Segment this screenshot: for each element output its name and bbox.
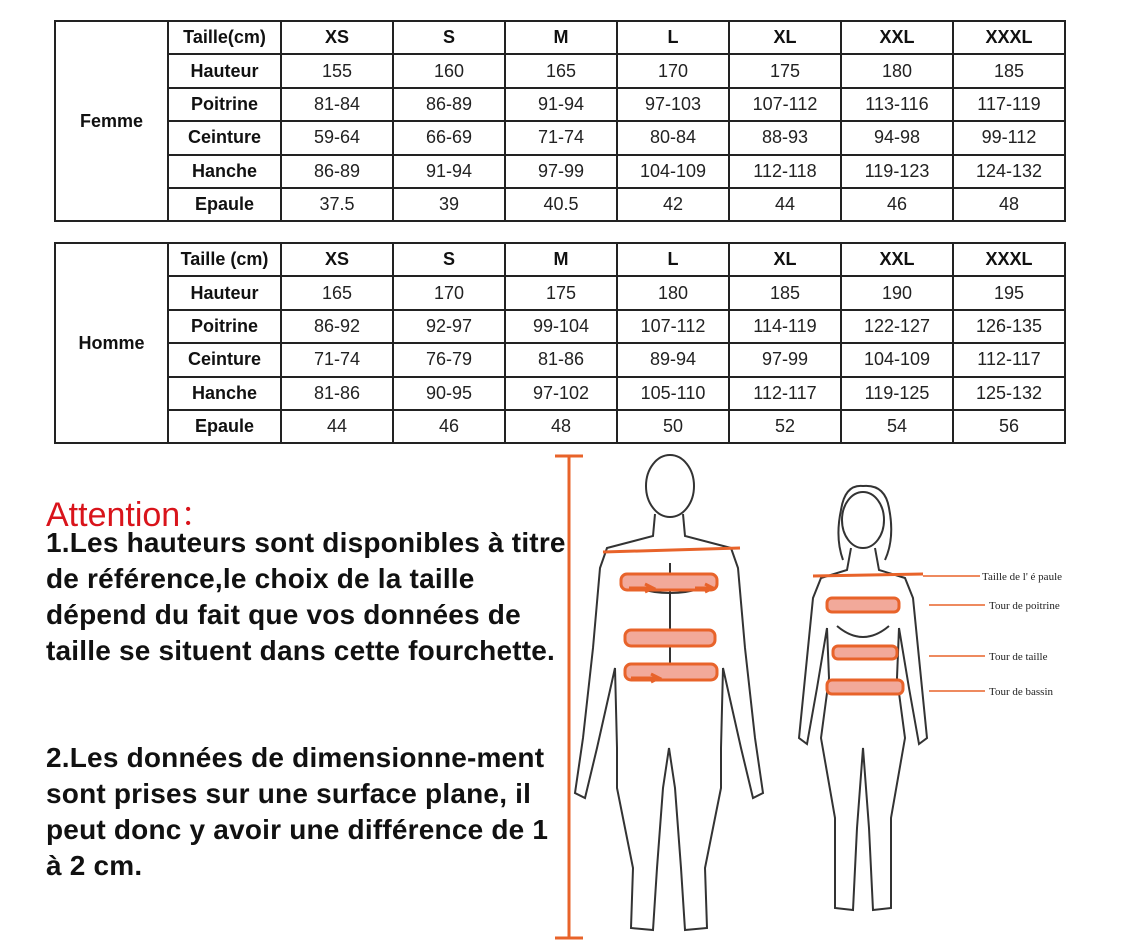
row-label: Ceinture bbox=[168, 343, 281, 376]
row-label: Epaule bbox=[168, 410, 281, 443]
size-table-femme bbox=[54, 20, 1066, 222]
table-cell: 86-89 bbox=[393, 88, 505, 121]
table-cell: 40.5 bbox=[505, 188, 617, 221]
table-cell: 91-94 bbox=[393, 155, 505, 188]
table-row bbox=[55, 410, 1065, 443]
table-row bbox=[55, 54, 1065, 87]
table-cell: 185 bbox=[729, 276, 841, 309]
size-header: M bbox=[505, 21, 617, 54]
table-cell: 99-104 bbox=[505, 310, 617, 343]
size-header: S bbox=[393, 243, 505, 276]
size-header: XXXL bbox=[953, 243, 1065, 276]
table-cell: 59-64 bbox=[281, 121, 393, 154]
table-cell: 52 bbox=[729, 410, 841, 443]
size-header: S bbox=[393, 21, 505, 54]
male-silhouette bbox=[575, 455, 763, 930]
label-waist: Tour de taille bbox=[989, 651, 1048, 663]
table-cell: 86-89 bbox=[281, 155, 393, 188]
table-cell: 81-86 bbox=[505, 343, 617, 376]
table-row bbox=[55, 121, 1065, 154]
table-cell: 126-135 bbox=[953, 310, 1065, 343]
table-cell: 104-109 bbox=[617, 155, 729, 188]
group-label: Femme bbox=[55, 21, 168, 221]
table-cell: 170 bbox=[617, 54, 729, 87]
table-cell: 46 bbox=[841, 188, 953, 221]
table-cell: 125-132 bbox=[953, 377, 1065, 410]
header-label: Taille(cm) bbox=[168, 21, 281, 54]
table-cell: 180 bbox=[617, 276, 729, 309]
row-label: Epaule bbox=[168, 188, 281, 221]
table-cell: 175 bbox=[729, 54, 841, 87]
table-cell: 90-95 bbox=[393, 377, 505, 410]
table-cell: 97-99 bbox=[505, 155, 617, 188]
table-cell: 37.5 bbox=[281, 188, 393, 221]
label-leaders bbox=[923, 576, 985, 691]
table-cell: 107-112 bbox=[617, 310, 729, 343]
table-cell: 190 bbox=[841, 276, 953, 309]
table-cell: 66-69 bbox=[393, 121, 505, 154]
table-cell: 71-74 bbox=[281, 343, 393, 376]
table-cell: 124-132 bbox=[953, 155, 1065, 188]
table-cell: 97-103 bbox=[617, 88, 729, 121]
table-cell: 54 bbox=[841, 410, 953, 443]
table-header-row bbox=[55, 21, 1065, 54]
size-header: L bbox=[617, 243, 729, 276]
table-cell: 71-74 bbox=[505, 121, 617, 154]
table-cell: 99-112 bbox=[953, 121, 1065, 154]
table-header-row bbox=[55, 243, 1065, 276]
size-header: XXL bbox=[841, 243, 953, 276]
size-header: L bbox=[617, 21, 729, 54]
table-cell: 155 bbox=[281, 54, 393, 87]
row-label: Ceinture bbox=[168, 121, 281, 154]
table-cell: 56 bbox=[953, 410, 1065, 443]
table-cell: 46 bbox=[393, 410, 505, 443]
table-cell: 39 bbox=[393, 188, 505, 221]
table-cell: 112-117 bbox=[953, 343, 1065, 376]
size-header: XXL bbox=[841, 21, 953, 54]
group-label: Homme bbox=[55, 243, 168, 443]
table-cell: 81-86 bbox=[281, 377, 393, 410]
table-cell: 170 bbox=[393, 276, 505, 309]
table-cell: 165 bbox=[505, 54, 617, 87]
table-cell: 44 bbox=[281, 410, 393, 443]
table-cell: 122-127 bbox=[841, 310, 953, 343]
table-cell: 112-117 bbox=[729, 377, 841, 410]
table-cell: 48 bbox=[505, 410, 617, 443]
table-row bbox=[55, 88, 1065, 121]
table-cell: 89-94 bbox=[617, 343, 729, 376]
row-label: Poitrine bbox=[168, 88, 281, 121]
table-row bbox=[55, 310, 1065, 343]
table-cell: 114-119 bbox=[729, 310, 841, 343]
table-cell: 42 bbox=[617, 188, 729, 221]
table-cell: 94-98 bbox=[841, 121, 953, 154]
table-cell: 160 bbox=[393, 54, 505, 87]
body-measurement-figure bbox=[545, 448, 1105, 943]
male-measure-bands bbox=[603, 548, 740, 682]
table-row bbox=[55, 343, 1065, 376]
height-ruler bbox=[555, 456, 583, 938]
table-row bbox=[55, 276, 1065, 309]
size-header: XS bbox=[281, 243, 393, 276]
table-cell: 91-94 bbox=[505, 88, 617, 121]
label-chest: Tour de poitrine bbox=[989, 600, 1060, 612]
table-row bbox=[55, 188, 1065, 221]
note-1: 1.Les hauteurs sont disponibles à titre de référence,le choix de la taille dépend du fait que vos données de taille se situent dans cette fourchette. bbox=[46, 527, 566, 666]
table-cell: 195 bbox=[953, 276, 1065, 309]
table-row bbox=[55, 377, 1065, 410]
table-cell: 44 bbox=[729, 188, 841, 221]
size-table-homme bbox=[54, 242, 1066, 444]
attention-title: Attention： bbox=[46, 496, 215, 534]
note-2: 2.Les données de dimensionne-ment sont prises sur une surface plane, il peut donc y avoir une différence de 1 à 2 cm. bbox=[46, 742, 549, 881]
female-silhouette bbox=[799, 486, 927, 910]
label-shoulder: Taille de l' é paule bbox=[982, 571, 1063, 583]
table-cell: 113-116 bbox=[841, 88, 953, 121]
row-label: Hanche bbox=[168, 377, 281, 410]
size-header: XL bbox=[729, 243, 841, 276]
table-cell: 50 bbox=[617, 410, 729, 443]
table-cell: 48 bbox=[953, 188, 1065, 221]
size-header: XL bbox=[729, 21, 841, 54]
table-cell: 119-125 bbox=[841, 377, 953, 410]
table-cell: 165 bbox=[281, 276, 393, 309]
size-header: XXXL bbox=[953, 21, 1065, 54]
table-cell: 92-97 bbox=[393, 310, 505, 343]
table-cell: 112-118 bbox=[729, 155, 841, 188]
table-cell: 80-84 bbox=[617, 121, 729, 154]
table-cell: 180 bbox=[841, 54, 953, 87]
table-row bbox=[55, 155, 1065, 188]
table-cell: 185 bbox=[953, 54, 1065, 87]
table-cell: 104-109 bbox=[841, 343, 953, 376]
table-cell: 97-102 bbox=[505, 377, 617, 410]
row-label: Hanche bbox=[168, 155, 281, 188]
table-cell: 86-92 bbox=[281, 310, 393, 343]
table-cell: 97-99 bbox=[729, 343, 841, 376]
label-hip: Tour de bassin bbox=[989, 686, 1053, 698]
table-cell: 105-110 bbox=[617, 377, 729, 410]
table-cell: 107-112 bbox=[729, 88, 841, 121]
size-header: M bbox=[505, 243, 617, 276]
table-cell: 88-93 bbox=[729, 121, 841, 154]
table-cell: 119-123 bbox=[841, 155, 953, 188]
table-cell: 175 bbox=[505, 276, 617, 309]
row-label: Hauteur bbox=[168, 54, 281, 87]
table-cell: 76-79 bbox=[393, 343, 505, 376]
row-label: Hauteur bbox=[168, 276, 281, 309]
size-header: XS bbox=[281, 21, 393, 54]
header-label: Taille (cm) bbox=[168, 243, 281, 276]
table-cell: 81-84 bbox=[281, 88, 393, 121]
row-label: Poitrine bbox=[168, 310, 281, 343]
table-cell: 117-119 bbox=[953, 88, 1065, 121]
